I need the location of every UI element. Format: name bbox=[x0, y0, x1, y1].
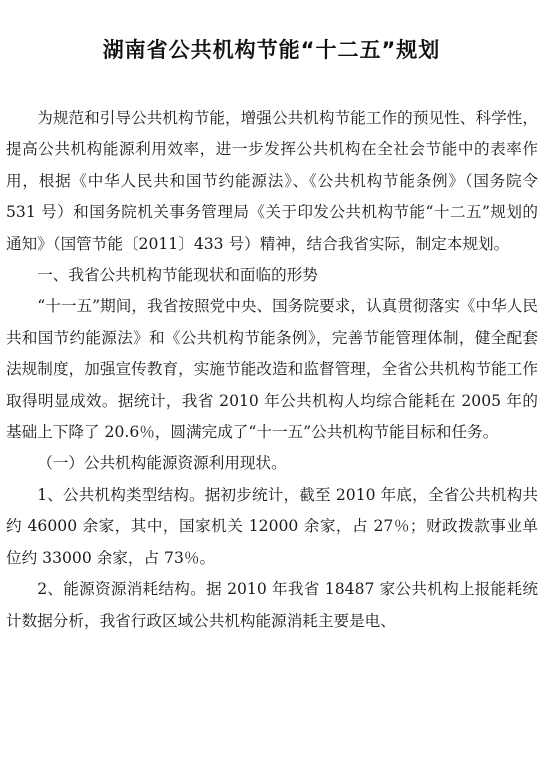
section-heading-current-situation: 一、我省公共机构节能现状和面临的形势 bbox=[37, 266, 318, 285]
document-title: 湖南省公共机构节能“十二五”规划 bbox=[102, 38, 441, 62]
institution-type-paragraph: 1、公共机构类型结构。据初步统计，截至 2010 年底，全省公共机构共约 46000 余家，其中，国家机关 12000 余家，占 27％；财政拨款事业单位约 33000 余家，占 73％。 bbox=[6, 485, 538, 567]
eleventh-five-year-paragraph: “十一五”期间，我省按照党中央、国务院要求，认真贯彻落实《中华人民共和国节约能源法》和《公共机构节能条例》，完善节能管理体制，健全配套法规制度，加强宣传教育，实施节能改造和监督管理，全省公共机构节能工作取得明显成效。据统计，我省 2010 年公共机构人均综合能耗在 2005 年的基础上下降了 20.6％，圆满完成了“十一五”公共机构节能目标和任务。 bbox=[6, 297, 538, 442]
energy-consumption-paragraph: 2、能源资源消耗结构。据 2010 年我省 18487 家公共机构上报能耗统计数据分析，我省行政区域公共机构能源消耗主要是电、 bbox=[6, 580, 538, 630]
subsection-heading-resource-use: （一）公共机构能源资源利用现状。 bbox=[37, 454, 287, 473]
intro-paragraph: 为规范和引导公共机构节能，增强公共机构节能工作的预见性、科学性，提高公共机构能源利用效率，进一步发挥公共机构在全社会节能中的表率作用，根据《中华人民共和国节约能源法》、《公共机构节能条例》（国务院令 531 号）和国务院机关事务管理局《关于印发公共机构节能“十二五”规划的通知》（国管节能〔2011〕433 号）精神，结合我省实际，制定本规划。 bbox=[6, 109, 538, 253]
document-body bbox=[6, 103, 538, 637]
